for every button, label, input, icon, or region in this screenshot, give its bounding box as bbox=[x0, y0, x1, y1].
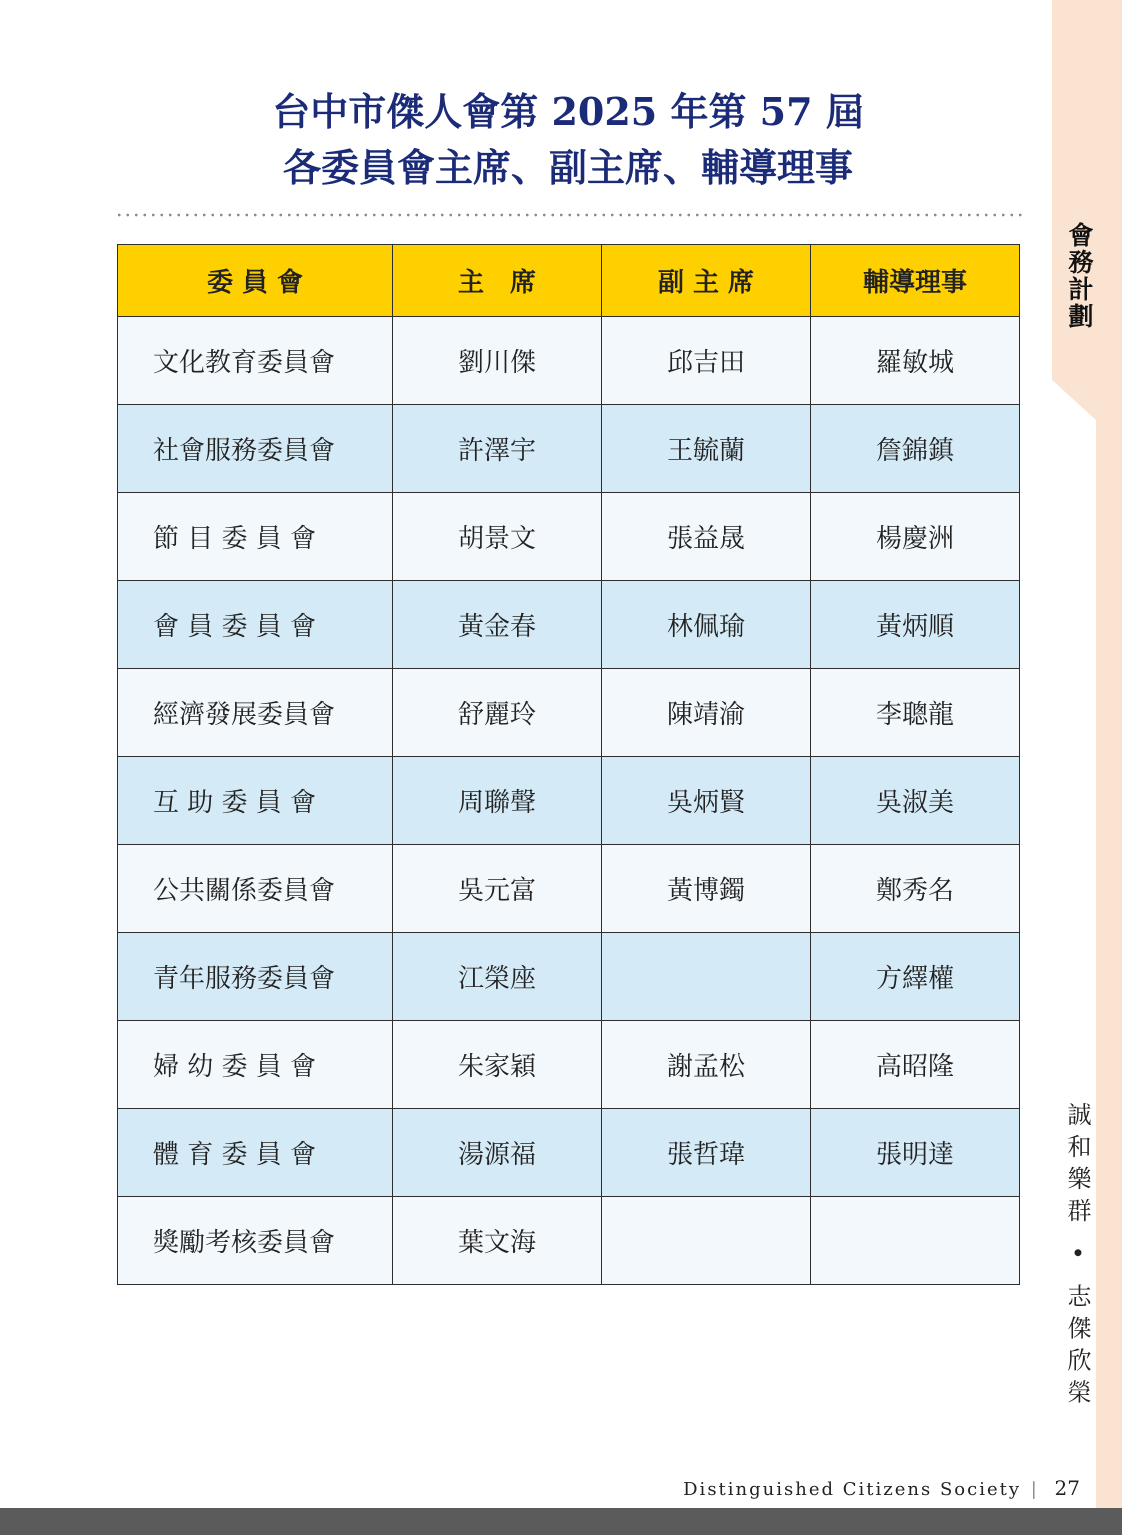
advisor-cell: 吳淑美 bbox=[811, 757, 1020, 845]
table-row bbox=[118, 669, 1020, 757]
header-chairman: 主 席 bbox=[393, 245, 602, 317]
committee-cell: 經濟發展委員會 bbox=[118, 669, 393, 757]
dotted-divider bbox=[115, 213, 1025, 217]
table-row bbox=[118, 1197, 1020, 1285]
vice-chairman-cell: 張哲瑋 bbox=[602, 1109, 811, 1197]
page-number: 27 bbox=[1054, 1476, 1080, 1500]
committee-table bbox=[117, 244, 1020, 1285]
title-line-1: 台中市傑人會第 2025 年第 57 屆 bbox=[272, 89, 864, 134]
advisor-cell: 楊慶洲 bbox=[811, 493, 1020, 581]
advisor-cell: 黃炳順 bbox=[811, 581, 1020, 669]
chairman-cell: 湯源福 bbox=[393, 1109, 602, 1197]
section-tab bbox=[1052, 0, 1096, 420]
advisor-cell: 鄭秀名 bbox=[811, 845, 1020, 933]
committee-cell: 公共關係委員會 bbox=[118, 845, 393, 933]
chairman-cell: 葉文海 bbox=[393, 1197, 602, 1285]
table-row bbox=[118, 493, 1020, 581]
table-row bbox=[118, 933, 1020, 1021]
vice-chairman-cell: 王毓蘭 bbox=[602, 405, 811, 493]
advisor-cell: 高昭隆 bbox=[811, 1021, 1020, 1109]
header-committee: 委 員 會 bbox=[118, 245, 393, 317]
header-vice-chairman: 副 主 席 bbox=[602, 245, 811, 317]
chairman-cell: 劉川傑 bbox=[393, 317, 602, 405]
advisor-cell: 詹錦鎮 bbox=[811, 405, 1020, 493]
table-row bbox=[118, 405, 1020, 493]
header-advisor: 輔導理事 bbox=[811, 245, 1020, 317]
committee-cell: 會 員 委 員 會 bbox=[118, 581, 393, 669]
society-name: Distinguished Citizens Society bbox=[683, 1479, 1021, 1500]
vice-chairman-cell: 吳炳賢 bbox=[602, 757, 811, 845]
page-footer bbox=[600, 1476, 1080, 1500]
chairman-cell: 許澤宇 bbox=[393, 405, 602, 493]
vice-chairman-cell bbox=[602, 933, 811, 1021]
title-line-2: 各委員會主席、副主席、輔導理事 bbox=[282, 145, 853, 190]
committee-cell: 獎勵考核委員會 bbox=[118, 1197, 393, 1285]
bottom-bar bbox=[0, 1508, 1122, 1535]
motto-text: 誠和樂群 • 志傑欣榮 bbox=[1063, 1102, 1091, 1412]
table-row bbox=[118, 757, 1020, 845]
chairman-cell: 江榮座 bbox=[393, 933, 602, 1021]
chairman-cell: 黃金春 bbox=[393, 581, 602, 669]
chairman-cell: 胡景文 bbox=[393, 493, 602, 581]
table-row bbox=[118, 1021, 1020, 1109]
chairman-cell: 朱家穎 bbox=[393, 1021, 602, 1109]
table-row bbox=[118, 1109, 1020, 1197]
vice-chairman-cell: 黃博鐲 bbox=[602, 845, 811, 933]
chairman-cell: 周聯聲 bbox=[393, 757, 602, 845]
advisor-cell: 李聰龍 bbox=[811, 669, 1020, 757]
committee-cell: 節 目 委 員 會 bbox=[118, 493, 393, 581]
advisor-cell bbox=[811, 1197, 1020, 1285]
committee-cell: 文化教育委員會 bbox=[118, 317, 393, 405]
committee-cell: 青年服務委員會 bbox=[118, 933, 393, 1021]
advisor-cell: 羅敏城 bbox=[811, 317, 1020, 405]
table-row bbox=[118, 845, 1020, 933]
committee-cell: 婦 幼 委 員 會 bbox=[118, 1021, 393, 1109]
vice-chairman-cell: 邱吉田 bbox=[602, 317, 811, 405]
committee-cell: 互 助 委 員 會 bbox=[118, 757, 393, 845]
page-title bbox=[115, 84, 1021, 196]
section-tab-label: 會務計劃 bbox=[1065, 222, 1094, 330]
advisor-cell: 方繹權 bbox=[811, 933, 1020, 1021]
table-row bbox=[118, 317, 1020, 405]
chairman-cell: 舒麗玲 bbox=[393, 669, 602, 757]
footer-separator: | bbox=[1030, 1479, 1037, 1500]
committee-cell: 社會服務委員會 bbox=[118, 405, 393, 493]
chairman-cell: 吳元富 bbox=[393, 845, 602, 933]
table-row bbox=[118, 581, 1020, 669]
vice-chairman-cell: 張益晟 bbox=[602, 493, 811, 581]
table-header-row bbox=[118, 245, 1020, 317]
side-strip bbox=[1096, 0, 1122, 1508]
committee-cell: 體 育 委 員 會 bbox=[118, 1109, 393, 1197]
vice-chairman-cell: 謝孟松 bbox=[602, 1021, 811, 1109]
vice-chairman-cell: 陳靖渝 bbox=[602, 669, 811, 757]
vice-chairman-cell: 林佩瑜 bbox=[602, 581, 811, 669]
vice-chairman-cell bbox=[602, 1197, 811, 1285]
advisor-cell: 張明達 bbox=[811, 1109, 1020, 1197]
